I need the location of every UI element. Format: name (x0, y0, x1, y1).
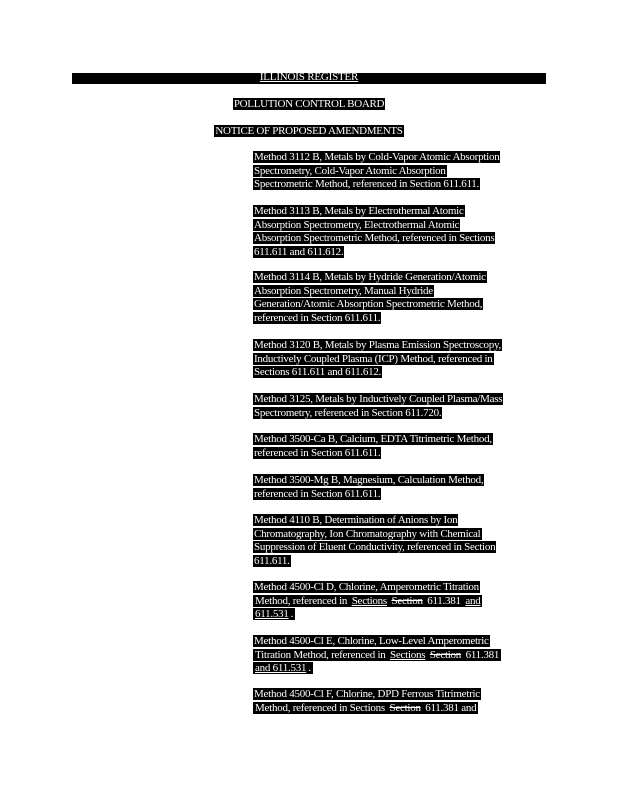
notice-title: NOTICE OF PROPOSED AMENDMENTS (215, 125, 403, 137)
board-title: POLLUTION CONTROL BOARD (233, 98, 385, 110)
method-3112b-entry: Method 3112 B, Metals by Cold-Vapor Atomic Absorption Spectrometry, Cold-Vapor Atomic Absorption Spectrometric Method, referenced in Section 611.611. (254, 151, 500, 191)
deleted-text: Section (391, 594, 423, 607)
method-3500-mg-b-entry: Method 3500-Mg B, Magnesium, Calculation Method, referenced in Section 611.611. (254, 474, 484, 500)
register-title: ILLINOIS REGISTER (259, 71, 359, 83)
inserted-text: Sections (351, 594, 387, 607)
method-3120b-entry: Method 3120 B, Metals by Plasma Emission Spectroscopy, Inductively Coupled Plasma (ICP) Method, referenced in Sections 611.611 and 611.612. (254, 339, 502, 379)
deleted-text: Section (429, 648, 462, 661)
method-4500-cl-d-entry: Method 4500-Cl D, Chlorine, Amperometric Titration Method, referenced in Sections Section 611.381 and 611.531 . (254, 581, 481, 621)
deleted-text: Section (389, 701, 421, 714)
method-3114b-entry: Method 3114 B, Metals by Hydride Generation/Atomic Absorption Spectrometry, Manual Hydride Generation/Atomic Absorption Spectrometric Method, referenced in Section 611.611. (254, 271, 486, 324)
method-3113b-entry: Method 3113 B, Metals by Electrothermal Atomic Absorption Spectrometry, Electrothermal Atomic Absorption Spectrometric Method, referenced in Sections 611.611 and 611.612. (254, 205, 495, 258)
inserted-text: and 611.531 (255, 662, 307, 675)
method-4500-cl-f-entry: Method 4500-Cl F, Chlorine, DPD Ferrous Titrimetric Method, referenced in Sections Section 611.381 and (254, 688, 480, 714)
inserted-text: Sections (390, 648, 426, 661)
method-4110b-entry: Method 4110 B, Determination of Anions by Ion Chromatography, Ion Chromatography with Chemical Suppression of Eluent Conductivity, referenced in Section 611.611. (254, 514, 496, 567)
inserted-text: and (465, 594, 481, 607)
inserted-text: 611.531 (255, 608, 289, 621)
method-3500-ca-b-entry: Method 3500-Ca B, Calcium, EDTA Titrimetric Method, referenced in Section 611.611. (254, 433, 492, 459)
method-4500-cl-e-entry: Method 4500-Cl E, Chlorine, Low-Level Amperometric Titration Method, referenced in Sections Section 611.381 and 611.531 . (254, 635, 500, 675)
method-3125-entry: Method 3125, Metals by Inductively Coupled Plasma/Mass Spectrometry, referenced in Section 611.720. (254, 393, 503, 419)
